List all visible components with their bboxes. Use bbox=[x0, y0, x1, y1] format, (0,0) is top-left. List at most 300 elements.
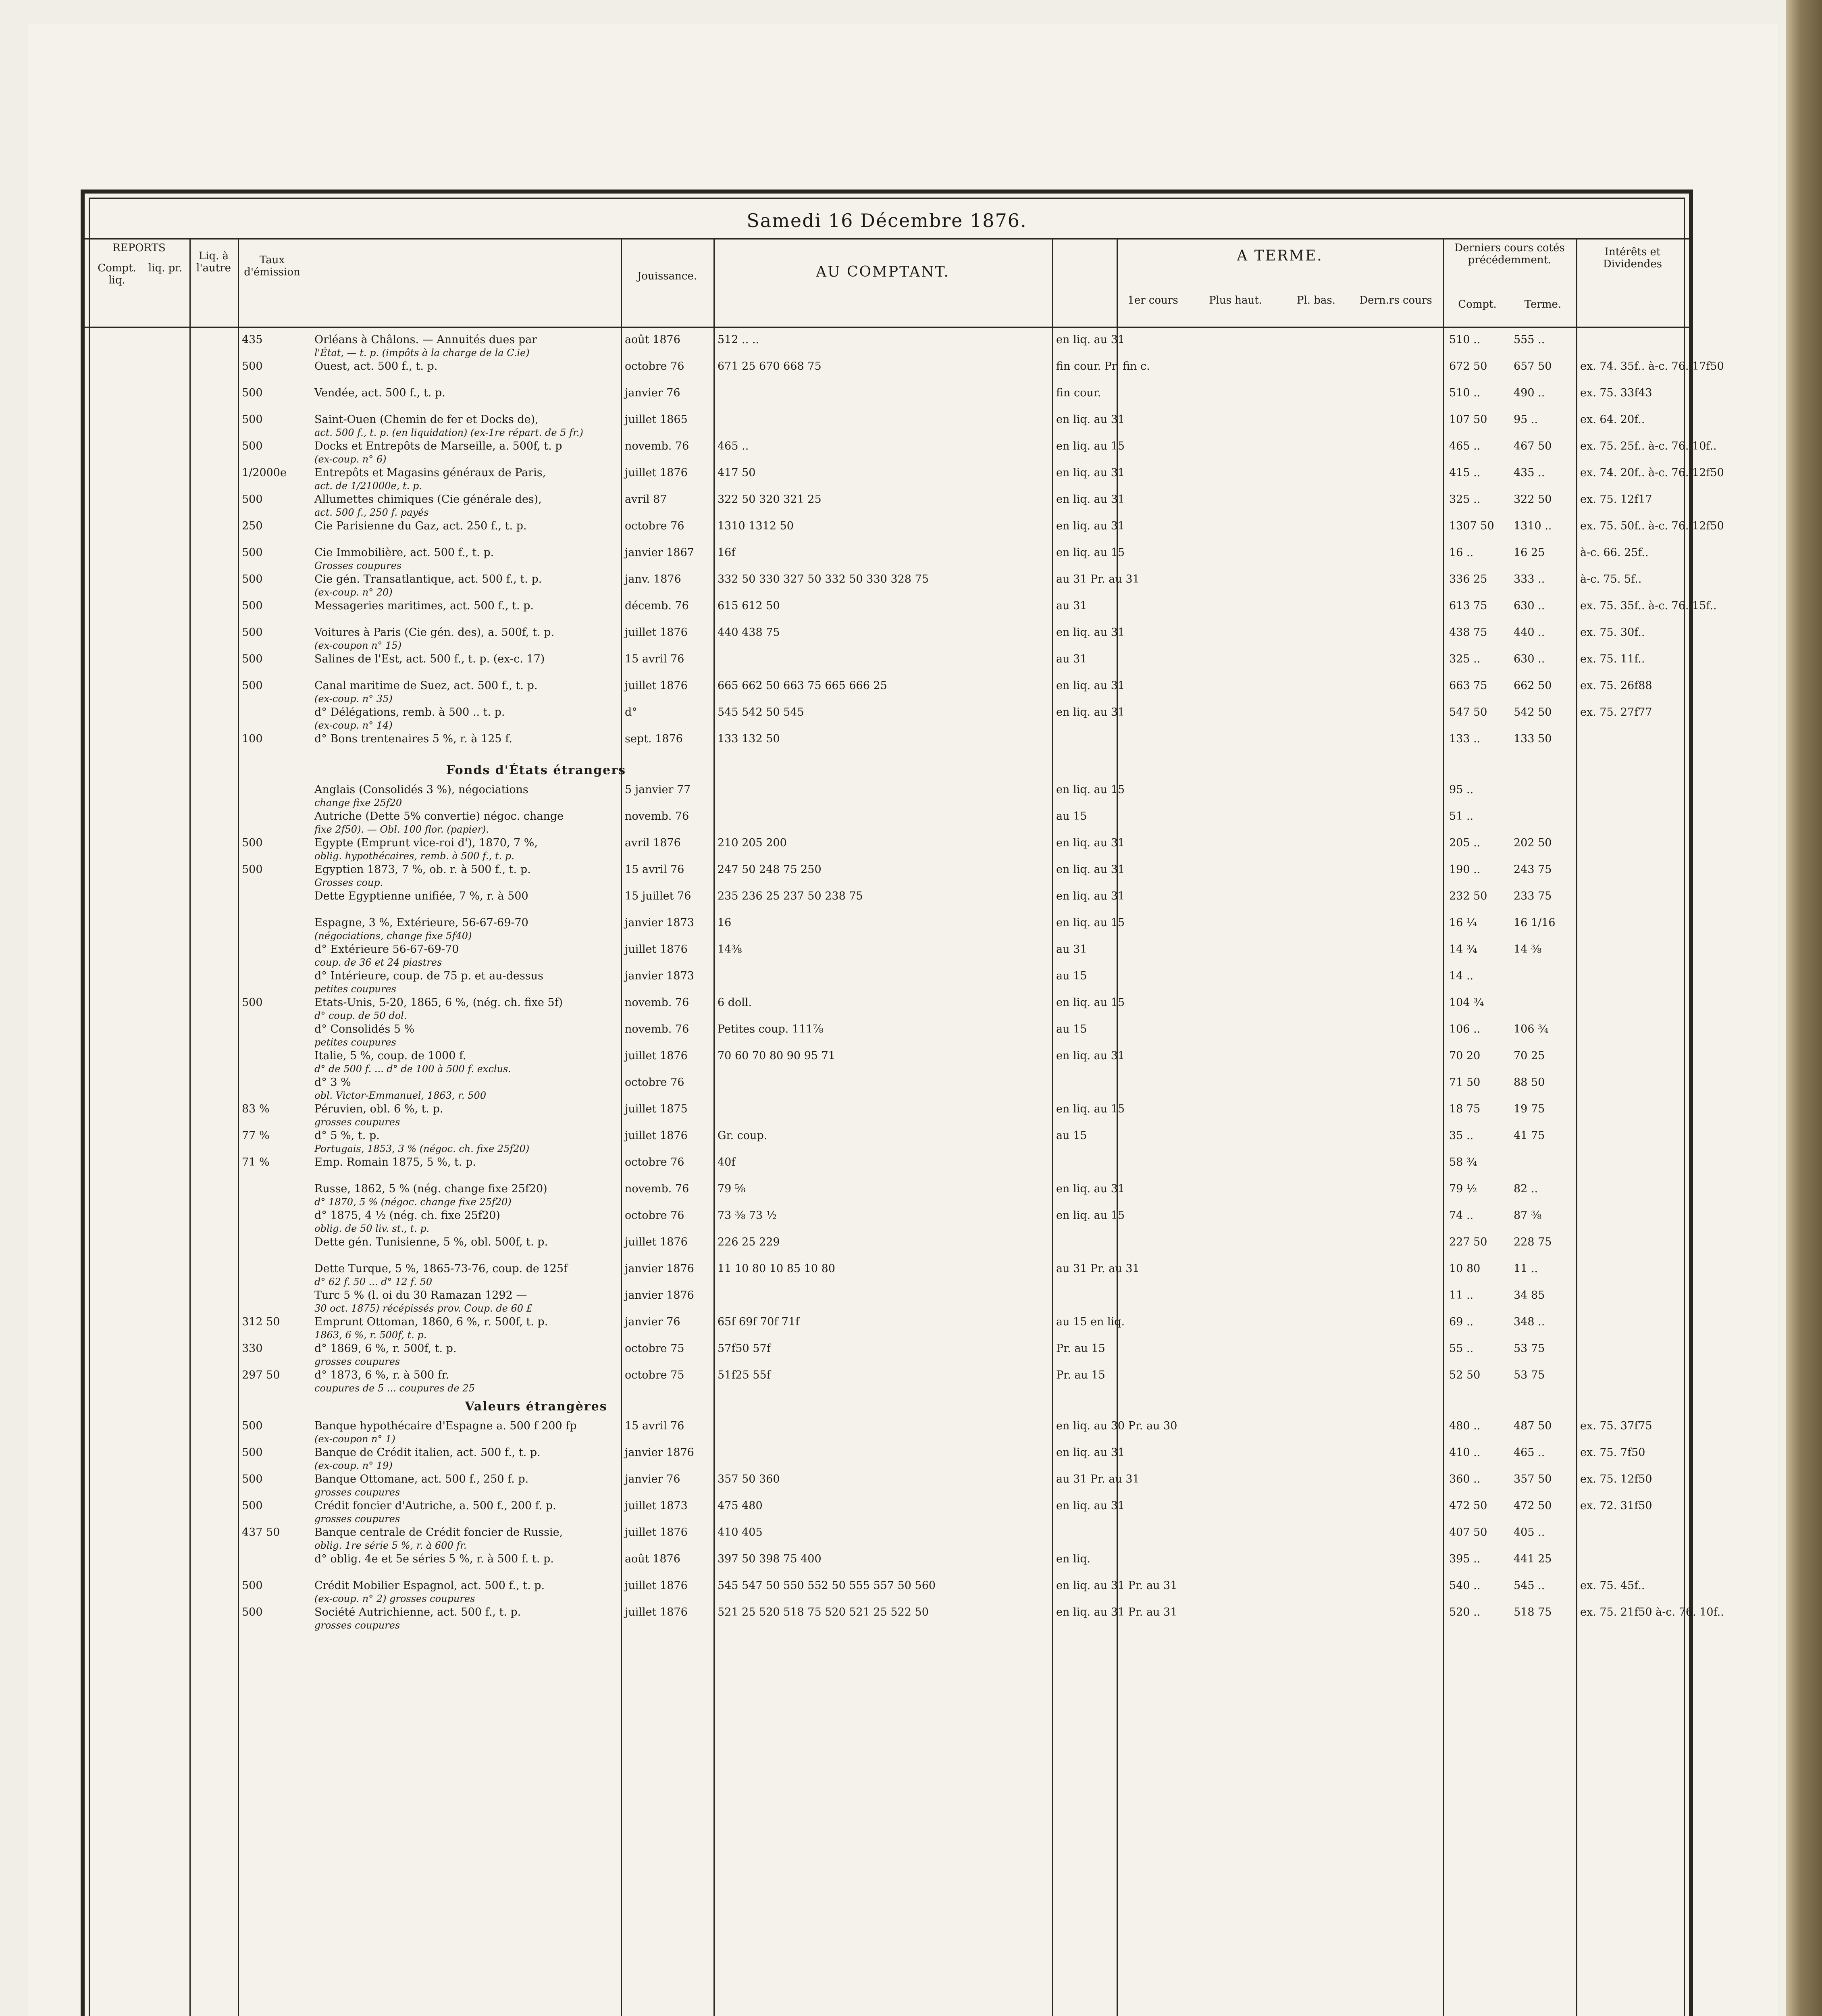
cell-jouis bbox=[625, 519, 711, 533]
cell-value: août 1876 bbox=[625, 333, 680, 346]
cell-value: 472 50 bbox=[1514, 1500, 1552, 1512]
cell-prec-compt bbox=[1449, 1049, 1510, 1062]
section-title: Fonds d'États étrangers bbox=[446, 763, 626, 777]
cell-div bbox=[1580, 493, 1689, 506]
cell-value: juillet 1875 bbox=[625, 1103, 688, 1115]
cell-name bbox=[314, 1102, 617, 1129]
table-row bbox=[85, 1499, 1689, 1526]
cell-subtext: l'État, — t. p. (impôts à la charge de la C.ie) bbox=[314, 347, 530, 358]
cell-value: en liq. bbox=[1056, 1553, 1091, 1565]
cell-value: 405 .. bbox=[1514, 1526, 1545, 1539]
cell-div bbox=[1580, 519, 1724, 533]
cell-value: 500 bbox=[242, 1579, 263, 1592]
cell-value: Crédit foncier d'Autriche, a. 500 f., 200 f. p. bbox=[314, 1500, 556, 1512]
cell-prec-compt bbox=[1449, 1606, 1510, 1619]
table-row bbox=[85, 466, 1724, 493]
page-title: Samedi 16 Décembre 1876. bbox=[747, 210, 1027, 231]
cell-prec-terme bbox=[1514, 1262, 1574, 1275]
cell-comptant bbox=[718, 626, 1048, 639]
cell-value: 333 .. bbox=[1514, 573, 1545, 585]
cell-value: octobre 76 bbox=[625, 1076, 684, 1089]
cell-value: 465 .. bbox=[1449, 440, 1481, 452]
cell-prec-terme bbox=[1514, 333, 1574, 346]
cell-value: 630 .. bbox=[1514, 600, 1545, 612]
cell-value: ex. 75. 25f.. à-c. 76. 10f.. bbox=[1580, 440, 1717, 452]
cell-comptant bbox=[718, 1342, 1048, 1355]
cell-value: Espagne, 3 %, Extérieure, 56-67-69-70 bbox=[314, 916, 528, 929]
cell-value: Crédit Mobilier Espagnol, act. 500 f., t. p. bbox=[314, 1579, 545, 1592]
cell-comptant bbox=[718, 1499, 1048, 1512]
cell-value: octobre 76 bbox=[625, 1209, 684, 1222]
cell-taux bbox=[242, 1579, 310, 1592]
cell-comptant bbox=[718, 732, 1048, 746]
cell-jouis bbox=[625, 1552, 711, 1566]
cell-prec-compt bbox=[1449, 1315, 1510, 1329]
cell-name bbox=[314, 863, 617, 889]
cell-name bbox=[314, 493, 617, 519]
cell-liq bbox=[1056, 1472, 1140, 1486]
cell-prec-compt bbox=[1449, 466, 1510, 479]
cell-prec-terme bbox=[1514, 863, 1574, 876]
cell-value: en liq. au 31 bbox=[1056, 1183, 1125, 1195]
cell-value: 205 .. bbox=[1449, 837, 1481, 849]
cell-name bbox=[314, 836, 617, 863]
cell-value: 500 bbox=[242, 863, 263, 876]
cell-prec-compt bbox=[1449, 599, 1510, 612]
cell-value: d° 1875, 4 ½ (nég. ch. fixe 25f20) bbox=[314, 1209, 500, 1222]
cell-taux bbox=[242, 996, 310, 1009]
cell-prec-terme bbox=[1514, 1499, 1574, 1512]
cell-prec-terme bbox=[1514, 599, 1574, 612]
cell-taux bbox=[242, 466, 310, 479]
cell-value: Dette Turque, 5 %, 1865-73-76, coup. de 125f bbox=[314, 1262, 568, 1275]
cell-value: 540 .. bbox=[1449, 1579, 1481, 1592]
table-row bbox=[85, 706, 1689, 732]
cell-taux bbox=[242, 546, 310, 559]
cell-prec-terme bbox=[1514, 1076, 1574, 1089]
table-row bbox=[85, 546, 1689, 573]
table-row bbox=[85, 386, 1689, 413]
cell-prec-compt bbox=[1449, 679, 1510, 692]
cell-taux bbox=[242, 1102, 310, 1116]
cell-value: juillet 1876 bbox=[625, 1129, 688, 1142]
cell-taux bbox=[242, 1315, 310, 1329]
table-row bbox=[85, 889, 1689, 916]
cell-div bbox=[1580, 706, 1689, 719]
cell-taux bbox=[242, 413, 310, 426]
header-a-terme: A TERME. bbox=[1237, 248, 1323, 264]
cell-value: 545 547 50 550 552 50 555 557 50 560 bbox=[718, 1579, 936, 1592]
cell-jouis bbox=[625, 413, 711, 426]
cell-comptant bbox=[718, 1129, 1048, 1142]
cell-value: juillet 1873 bbox=[625, 1500, 688, 1512]
table-row bbox=[85, 333, 1689, 360]
cell-value: Russe, 1862, 5 % (nég. change fixe 25f20) bbox=[314, 1183, 547, 1195]
cell-prec-terme bbox=[1514, 360, 1574, 373]
cell-jouis bbox=[625, 1262, 711, 1275]
cell-value: avril 1876 bbox=[625, 837, 681, 849]
cell-value: d° Délégations, remb. à 500 .. t. p. bbox=[314, 706, 505, 719]
cell-value: 87 ⅜ bbox=[1514, 1209, 1542, 1222]
table-row bbox=[85, 916, 1689, 943]
cell-value: Autriche (Dette 5% convertie) négoc. change bbox=[314, 810, 564, 823]
cell-liq bbox=[1056, 969, 1117, 983]
cell-taux bbox=[242, 1499, 310, 1512]
cell-prec-terme bbox=[1514, 1552, 1574, 1566]
cell-value: 357 50 360 bbox=[718, 1473, 780, 1485]
cell-prec-compt bbox=[1449, 916, 1510, 929]
section-title: Valeurs étrangères bbox=[465, 1400, 607, 1414]
cell-comptant bbox=[718, 1606, 1048, 1619]
cell-name bbox=[314, 652, 617, 666]
cell-prec-compt bbox=[1449, 493, 1510, 506]
cell-value: 19 75 bbox=[1514, 1103, 1545, 1115]
table-row bbox=[85, 783, 1689, 810]
cell-prec-compt bbox=[1449, 360, 1510, 373]
cell-liq bbox=[1056, 546, 1125, 559]
cell-value: 52 50 bbox=[1449, 1369, 1481, 1381]
cell-value: 297 50 bbox=[242, 1369, 280, 1381]
cell-value: janvier 1873 bbox=[625, 916, 694, 929]
cell-value: 247 50 248 75 250 bbox=[718, 863, 822, 876]
cell-value: 83 % bbox=[242, 1103, 270, 1115]
cell-value: Saint-Ouen (Chemin de fer et Docks de), bbox=[314, 413, 539, 426]
cell-name bbox=[314, 1023, 617, 1049]
cell-value: Turc 5 % (l. oi du 30 Ramazan 1292 — bbox=[314, 1289, 527, 1302]
cell-jouis bbox=[625, 1368, 711, 1382]
cell-value: ex. 72. 31f50 bbox=[1580, 1500, 1652, 1512]
cell-subtext: (ex-coupon n° 15) bbox=[314, 640, 402, 651]
table-row bbox=[85, 413, 1689, 439]
cell-value: ex. 75. 30f.. bbox=[1580, 626, 1645, 639]
cell-value: octobre 76 bbox=[625, 520, 684, 532]
table-row bbox=[85, 1129, 1689, 1156]
cell-taux bbox=[242, 626, 310, 639]
cell-value: au 15 en liq. bbox=[1056, 1316, 1125, 1328]
cell-prec-terme bbox=[1514, 519, 1574, 533]
table-row bbox=[85, 439, 1717, 466]
cell-jouis bbox=[625, 599, 711, 612]
cell-name bbox=[314, 1606, 617, 1632]
cell-subtext: oblig. hypothécaires, remb. à 500 f., t. p. bbox=[314, 850, 514, 862]
cell-value: 671 25 670 668 75 bbox=[718, 360, 822, 373]
cell-jouis bbox=[625, 652, 711, 666]
cell-value: 15 avril 76 bbox=[625, 1420, 684, 1432]
cell-prec-compt bbox=[1449, 1235, 1510, 1249]
cell-liq bbox=[1056, 889, 1125, 903]
cell-name bbox=[314, 333, 617, 360]
cell-value: à-c. 66. 25f.. bbox=[1580, 546, 1649, 559]
cell-value: 74 .. bbox=[1449, 1209, 1474, 1222]
cell-value: 512 .. .. bbox=[718, 333, 759, 346]
cell-value: novemb. 76 bbox=[625, 1023, 689, 1035]
cell-prec-compt bbox=[1449, 1419, 1510, 1433]
cell-value: en liq. au 15 bbox=[1056, 996, 1125, 1009]
cell-liq bbox=[1056, 333, 1125, 346]
cell-value: octobre 76 bbox=[625, 1156, 684, 1168]
cell-value: 14⅜ bbox=[718, 943, 742, 956]
cell-value: 190 .. bbox=[1449, 863, 1481, 876]
cell-value: janvier 1873 bbox=[625, 970, 694, 982]
cell-value: 395 .. bbox=[1449, 1553, 1481, 1565]
cell-comptant bbox=[718, 889, 1048, 903]
cell-value: 133 132 50 bbox=[718, 733, 780, 745]
table-row bbox=[85, 1526, 1689, 1552]
cell-value: 500 bbox=[242, 573, 263, 585]
cell-prec-terme bbox=[1514, 1342, 1574, 1355]
cell-value: Ouest, act. 500 f., t. p. bbox=[314, 360, 438, 373]
cell-jouis bbox=[625, 1129, 711, 1142]
cell-prec-compt bbox=[1449, 1526, 1510, 1539]
cell-value: 35 .. bbox=[1449, 1129, 1474, 1142]
cell-prec-compt bbox=[1449, 1579, 1510, 1592]
cell-subtext: grosses coupures bbox=[314, 1356, 400, 1367]
cell-name bbox=[314, 573, 617, 599]
table-row bbox=[85, 626, 1689, 652]
cell-value: 40f bbox=[718, 1156, 736, 1168]
cell-liq bbox=[1056, 1209, 1125, 1222]
cell-div bbox=[1580, 1606, 1724, 1619]
cell-jouis bbox=[625, 1315, 711, 1329]
cell-value: octobre 75 bbox=[625, 1369, 684, 1381]
cell-prec-terme bbox=[1514, 1606, 1574, 1619]
cell-prec-terme bbox=[1514, 1129, 1574, 1142]
cell-prec-terme bbox=[1514, 1235, 1574, 1249]
cell-value: janvier 76 bbox=[625, 1316, 680, 1328]
cell-prec-compt bbox=[1449, 706, 1510, 719]
cell-liq bbox=[1056, 783, 1125, 796]
header-jouissance: Jouissance. bbox=[637, 270, 697, 282]
cell-value: 435 .. bbox=[1514, 467, 1545, 479]
cell-value: 41 75 bbox=[1514, 1129, 1545, 1142]
cell-jouis bbox=[625, 386, 711, 400]
cell-div bbox=[1580, 599, 1717, 612]
header-bottom-rule bbox=[85, 327, 1689, 328]
cell-value: juillet 1876 bbox=[625, 467, 688, 479]
cell-taux bbox=[242, 679, 310, 692]
cell-jouis bbox=[625, 810, 711, 823]
cell-value: 615 612 50 bbox=[718, 600, 780, 612]
table-row bbox=[85, 1368, 1689, 1395]
table-row bbox=[85, 493, 1689, 519]
cell-value: juillet 1876 bbox=[625, 943, 688, 956]
cell-liq bbox=[1056, 1606, 1177, 1619]
cell-liq bbox=[1056, 810, 1117, 823]
cell-jouis bbox=[625, 439, 711, 453]
cell-prec-terme bbox=[1514, 1472, 1574, 1486]
cell-subtext: Grosses coupures bbox=[314, 560, 402, 571]
cell-value: à-c. 75. 5f.. bbox=[1580, 573, 1642, 585]
cell-value: en liq. au 31 bbox=[1056, 1050, 1125, 1062]
cell-taux bbox=[242, 1156, 310, 1169]
cell-value: ex. 75. 21f50 à-c. 76. 10f.. bbox=[1580, 1606, 1724, 1618]
cell-value: 14 ¾ bbox=[1449, 943, 1477, 956]
cell-value: 71 % bbox=[242, 1156, 270, 1168]
cell-value: 500 bbox=[242, 1500, 263, 1512]
cell-value: 104 ¾ bbox=[1449, 996, 1484, 1009]
table-row bbox=[85, 836, 1689, 863]
cell-prec-compt bbox=[1449, 889, 1510, 903]
cell-value: avril 87 bbox=[625, 493, 667, 506]
cell-comptant bbox=[718, 943, 1048, 956]
cell-prec-compt bbox=[1449, 836, 1510, 850]
cell-value: Egypte (Emprunt vice-roi d'), 1870, 7 %, bbox=[314, 837, 538, 849]
cell-prec-compt bbox=[1449, 333, 1510, 346]
cell-value: Cie Immobilière, act. 500 f., t. p. bbox=[314, 546, 494, 559]
cell-taux bbox=[242, 333, 310, 346]
cell-value: 630 .. bbox=[1514, 653, 1545, 665]
cell-prec-compt bbox=[1449, 1446, 1510, 1459]
cell-name bbox=[314, 889, 617, 903]
cell-value: janvier 1876 bbox=[625, 1446, 694, 1459]
cell-comptant bbox=[718, 1023, 1048, 1036]
cell-liq bbox=[1056, 599, 1117, 612]
cell-taux bbox=[242, 732, 310, 746]
cell-name bbox=[314, 1579, 617, 1606]
cell-value: 360 .. bbox=[1449, 1473, 1481, 1485]
cell-value: Italie, 5 %, coup. de 1000 f. bbox=[314, 1050, 466, 1062]
cell-liq bbox=[1056, 1419, 1177, 1433]
cell-value: d° 1869, 6 %, r. 500f, t. p. bbox=[314, 1342, 457, 1355]
cell-value: ex. 75. 45f.. bbox=[1580, 1579, 1645, 1592]
cell-liq bbox=[1056, 386, 1117, 400]
cell-comptant bbox=[718, 1579, 1048, 1592]
cell-value: 407 50 bbox=[1449, 1526, 1487, 1539]
cell-taux bbox=[242, 519, 310, 533]
cell-prec-terme bbox=[1514, 439, 1574, 453]
cell-subtext: oblig. 1re série 5 %, r. à 600 fr. bbox=[314, 1540, 467, 1551]
cell-value: en liq. au 31 bbox=[1056, 863, 1125, 876]
cell-value: ex. 75. 7f50 bbox=[1580, 1446, 1645, 1459]
cell-jouis bbox=[625, 916, 711, 929]
cell-name bbox=[314, 1129, 617, 1156]
cell-value: Emp. Romain 1875, 5 %, t. p. bbox=[314, 1156, 476, 1168]
cell-value: au 31 bbox=[1056, 600, 1087, 612]
cell-jouis bbox=[625, 360, 711, 373]
cell-comptant bbox=[718, 706, 1048, 719]
cell-jouis bbox=[625, 1049, 711, 1062]
cell-value: en liq. au 31 bbox=[1056, 413, 1125, 426]
cell-value: 657 50 bbox=[1514, 360, 1552, 373]
cell-name bbox=[314, 706, 617, 732]
cell-value: ex. 75. 12f50 bbox=[1580, 1473, 1652, 1485]
cell-liq bbox=[1056, 863, 1125, 876]
cell-prec-terme bbox=[1514, 1023, 1574, 1036]
cell-value: Péruvien, obl. 6 %, t. p. bbox=[314, 1103, 443, 1115]
cell-value: 70 20 bbox=[1449, 1050, 1481, 1062]
cell-liq bbox=[1056, 1315, 1125, 1329]
cell-value: novemb. 76 bbox=[625, 1183, 689, 1195]
cell-jouis bbox=[625, 996, 711, 1009]
cell-subtext: grosses coupures bbox=[314, 1513, 400, 1524]
cell-prec-compt bbox=[1449, 1342, 1510, 1355]
cell-prec-terme bbox=[1514, 1579, 1574, 1592]
cell-prec-compt bbox=[1449, 439, 1510, 453]
cell-jouis bbox=[625, 1102, 711, 1116]
cell-value: 16 1/16 bbox=[1514, 916, 1556, 929]
cell-value: 440 .. bbox=[1514, 626, 1545, 639]
cell-value: ex. 75. 33f43 bbox=[1580, 387, 1652, 399]
cell-liq bbox=[1056, 439, 1125, 453]
cell-name bbox=[314, 1368, 617, 1395]
cell-prec-terme bbox=[1514, 1209, 1574, 1222]
cell-value: d° 3 % bbox=[314, 1076, 351, 1089]
header-compt-liq: Compt. liq. bbox=[98, 262, 136, 286]
cell-subtext: act. 500 f., 250 f. payés bbox=[314, 507, 429, 518]
cell-value: 475 480 bbox=[718, 1500, 763, 1512]
cell-value: Société Autrichienne, act. 500 f., t. p. bbox=[314, 1606, 521, 1618]
cell-prec-terme bbox=[1514, 546, 1574, 559]
cell-value: 518 75 bbox=[1514, 1606, 1552, 1618]
cell-subtext: (ex-coup. n° 20) bbox=[314, 587, 393, 598]
cell-value: 672 50 bbox=[1449, 360, 1487, 373]
cell-liq bbox=[1056, 1579, 1177, 1592]
cell-value: juillet 1876 bbox=[625, 1579, 688, 1592]
cell-div bbox=[1580, 466, 1724, 479]
header-taux: Taux d'émission bbox=[244, 254, 300, 278]
cell-prec-compt bbox=[1449, 1156, 1510, 1169]
cell-value: 397 50 398 75 400 bbox=[718, 1553, 822, 1565]
cell-name bbox=[314, 1315, 617, 1342]
cell-comptant bbox=[718, 573, 1048, 586]
cell-value: en liq. au 31 Pr. au 31 bbox=[1056, 1606, 1177, 1618]
cell-value: Allumettes chimiques (Cie générale des), bbox=[314, 493, 542, 506]
cell-value: 14 ⅜ bbox=[1514, 943, 1542, 956]
cell-div bbox=[1580, 546, 1689, 559]
cell-value: en liq. au 31 bbox=[1056, 493, 1125, 506]
cell-value: 325 .. bbox=[1449, 493, 1481, 506]
cell-value: en liq. au 15 bbox=[1056, 546, 1125, 559]
cell-value: au 15 bbox=[1056, 970, 1087, 982]
cell-value: d° Bons trentenaires 5 %, r. à 125 f. bbox=[314, 733, 512, 745]
cell-value: 547 50 bbox=[1449, 706, 1487, 719]
cell-liq bbox=[1056, 706, 1125, 719]
cell-jouis bbox=[625, 1499, 711, 1512]
cell-jouis bbox=[625, 1076, 711, 1089]
cell-value: d° Intérieure, coup. de 75 p. et au-dessus bbox=[314, 970, 543, 982]
cell-liq bbox=[1056, 1182, 1125, 1195]
cell-value: 1307 50 bbox=[1449, 520, 1494, 532]
cell-comptant bbox=[718, 360, 1048, 373]
cell-prec-terme bbox=[1514, 1049, 1574, 1062]
cell-value: 500 bbox=[242, 440, 263, 452]
cell-value: Salines de l'Est, act. 500 f., t. p. (ex-c. 17) bbox=[314, 653, 545, 665]
cell-jouis bbox=[625, 943, 711, 956]
cell-liq bbox=[1056, 1499, 1125, 1512]
cell-value: 227 50 bbox=[1449, 1236, 1487, 1248]
cell-value: ex. 75. 37f75 bbox=[1580, 1420, 1652, 1432]
cell-value: 487 50 bbox=[1514, 1420, 1552, 1432]
cell-div bbox=[1580, 1419, 1689, 1433]
cell-value: novemb. 76 bbox=[625, 996, 689, 1009]
book-binding-edge bbox=[1786, 0, 1822, 2016]
cell-prec-compt bbox=[1449, 1129, 1510, 1142]
cell-comptant bbox=[718, 466, 1048, 479]
cell-value: fin cour. bbox=[1056, 387, 1101, 399]
table-row bbox=[85, 1552, 1689, 1579]
cell-prec-compt bbox=[1449, 1076, 1510, 1089]
cell-jouis bbox=[625, 1472, 711, 1486]
cell-value: au 31 Pr. au 31 bbox=[1056, 573, 1140, 585]
cell-div bbox=[1580, 439, 1717, 453]
cell-prec-compt bbox=[1449, 1023, 1510, 1036]
cell-value: Cie Parisienne du Gaz, act. 250 f., t. p. bbox=[314, 520, 527, 532]
cell-value: 1310 1312 50 bbox=[718, 520, 794, 532]
cell-value: 15 juillet 76 bbox=[625, 890, 691, 902]
cell-subtext: grosses coupures bbox=[314, 1116, 400, 1128]
cell-subtext: petites coupures bbox=[314, 1037, 396, 1048]
table-row bbox=[85, 1446, 1689, 1472]
